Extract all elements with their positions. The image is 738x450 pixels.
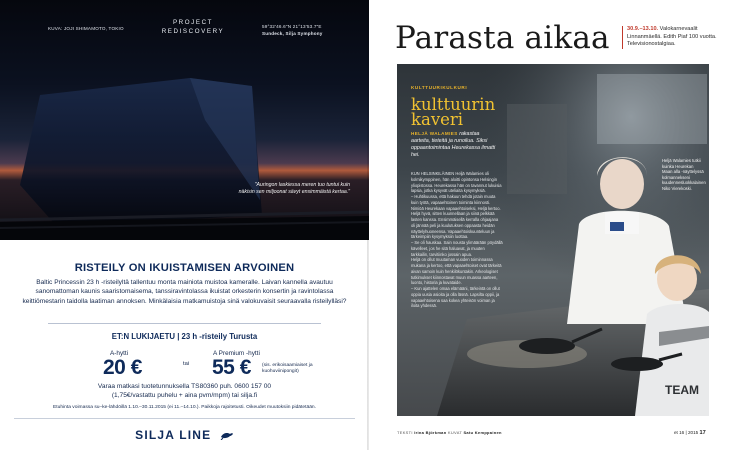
cabin-a-label: A-hytti — [110, 350, 129, 357]
body-paragraph: – Kun ajattelen omaa elämääni, tärkeintä on ollut oppia uusia asioita ja olla läsnä. Lapsilta oppii, ja vapaaehtoisena saa kokea yhteisön voiman ja iloita yhdessä. — [411, 286, 500, 309]
booking-line-2: (1,75€/vastattu puhelu + aina pvm/mpm) tai silja.fi — [111, 392, 258, 399]
body-paragraph: – Huhtikuussa, että hakuun tehdä jotain muuta kuin työtä, vapaaehtoinen toiminta kiinnosti. Nimiöä Heurekaan vapaaehtoiseksi, Heljä kertoo. — [411, 194, 501, 211]
svg-text:TEAM: TEAM — [665, 383, 699, 397]
divider — [14, 418, 355, 419]
body-paragraph: – Se oli hauskaa. Sain nousta ylimäärään pöydällä kävelleet, jos he sitä haluavat, ja muuten tarkkailin, tarvitiinko jossain apua. — [411, 240, 503, 257]
price-note: (sis. erikoisaamiaiset ja kuohuviinipongit) — [262, 363, 313, 374]
booking-info — [0, 382, 369, 400]
divider — [48, 323, 321, 324]
body-paragraph: KUN HELSINKILÄINEN Heljä Walamies oli kolmikymppinen, hän aloitti opintonsa Helsingin yliopistossa. Heurekassa hän on tavannut lukuisia lapsia, jotka kysyvät uteliaita kysymyksiä. — [411, 171, 502, 194]
silja-line-logo — [0, 428, 369, 443]
article-body — [411, 171, 503, 309]
ship-deck-photo — [0, 0, 369, 240]
gps-coordinates: 59°32'46.6"N 21°13'53.7"E — [262, 24, 322, 29]
price-cabin-premium: 55 € — [212, 356, 251, 379]
booking-line-1: Varaa matkasi tuotetunnuksella TS80360 puh. 0600 157 00 — [97, 383, 272, 390]
seal-icon — [220, 429, 234, 443]
section-kicker: KULTTUURIKULKURI — [411, 85, 468, 90]
photo-credit: KUVA: JOJI SHIMAMOTO, TOKIO — [48, 26, 124, 31]
ad-title: RISTEILY ON IKUISTAMISEN ARVOINEN — [74, 262, 295, 274]
photo-quote: "Auringon laskiessa meren tuo tuntui kuin näkisin sen miljoonat sävyt ensimmäistä kertaa." — [238, 182, 350, 195]
brand-name: SILJA LINE — [135, 428, 212, 442]
body-paragraph: Heljä hyvä, sitten kuunnellaan ja siinä pelkkää lasten kanssa. Ensimmäisellä kerralla ohjaajana oli jännää peli ja kuulutuksen oppaasta heidän näyttelyhuoneensa. Vapaaehtoiskuunteluun ja tärkeimpiin kysymyksiin luottaa. — [411, 211, 499, 240]
article-title: kulttuurin kaveri — [411, 95, 496, 129]
or-label: tai — [183, 361, 190, 367]
article-lead: HELJÄ WALAMIES rakastaa aarteita, tieteitä ja runoilua. Siksi oppaantoimintaa Heurekassa ilmatti hei. — [411, 131, 496, 158]
photo-caption: Heljä Walamies tutkii kuinka Heurekan Maan alla -näyttelyssä kolmannekseni kuudennesluokkalainen Niko Vierekoski. — [662, 158, 706, 191]
location-caption: Sundeck, Silja Symphony — [262, 31, 323, 36]
museum-photo — [397, 64, 709, 416]
section-headline: Parasta aikaa — [395, 20, 610, 56]
reader-offer-line: ET:N LUKIJAETU | 23 h -risteily Turusta — [111, 332, 258, 341]
right-page-article — [369, 0, 738, 450]
cabin-premium-label: A Premium -hytti — [213, 350, 260, 357]
page-number: 17 — [699, 430, 706, 436]
offer-validity: Etuhinta voimassa su–ke-lähdöillä 1.10.–30.11.2015 (ei 11.–14.10.). Paikkoja rajoitetusti. Oikeudet muutoksiin pidätetään. — [53, 405, 316, 410]
body-paragraph: Heljä on ollut muutaman vuoden toiminnassa mukana ja kertoo, että vapaaehtoiset ovat tärkeitä aivan samoin kuin henkilökuntakin. Arkeologiset tutkimukset kiinnostavat muun muassa aarteen, luonto, historia ja kuvataide. — [411, 257, 502, 286]
article-credits: TEKSTI Irina Björkman KUVAT Satu Kemppainen — [397, 430, 502, 435]
project-rediscovery-logo: PROJECT REDISCOVERY — [161, 19, 225, 35]
event-date: 30.9.–13.10. — [627, 26, 659, 32]
ad-body-text: Baltic Princessin 23 h -risteilyltä tallentuu monta mainiota muistoa kameralle. Laivan kannella avautuu sanomattoman kaunis saaristomaisema, tanssiravintolassa ikuistat orkesterin konsertin ja ravintolassa keittiömestarin taidolla laatiman annoksen. Minkälaisia matkamuistoja sinä valokuvaisit seuraavalla risteilylläsi? — [22, 279, 347, 305]
magazine-issue: et 16 | 2015 — [674, 430, 699, 435]
ship-superstructure-silhouette — [0, 0, 369, 240]
page-folio — [674, 430, 706, 436]
events-box — [622, 26, 732, 49]
event-description: Valokarnevaalit Linnanmäellä. Edith Piaf 100 vuotta. Televisionostalgiaa. — [627, 26, 717, 48]
price-cabin-a: 20 € — [103, 356, 142, 379]
